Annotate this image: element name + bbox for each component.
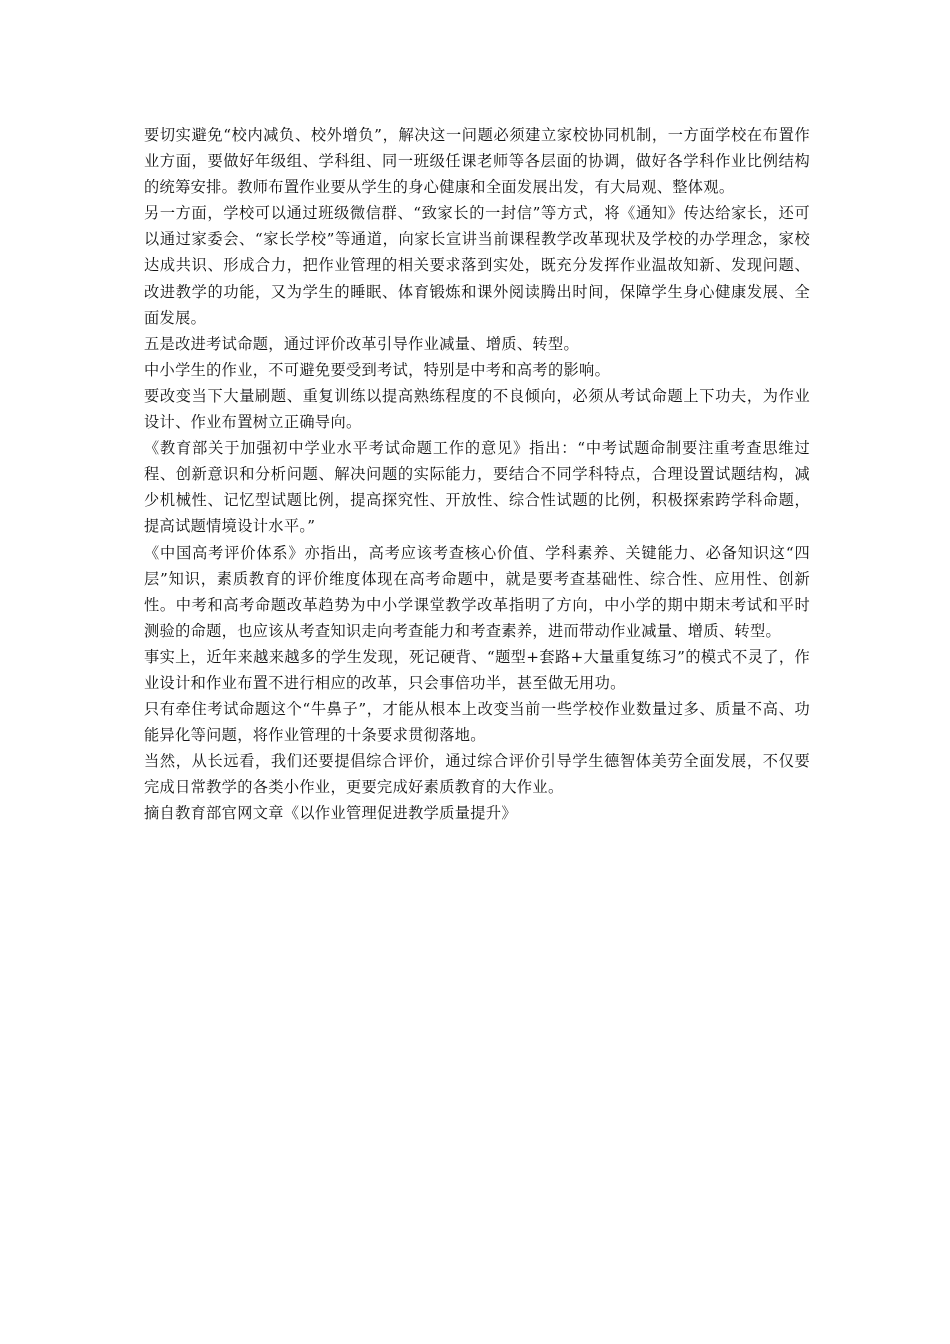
paragraph-9: 只有牵住考试命题这个“牛鼻子”，才能从根本上改变当前一些学校作业数量过多、质量不高、功能异化等问题，将作业管理的十条要求贯彻落地。 xyxy=(144,700,810,745)
paragraph-7: 《中国高考评价体系》亦指出，高考应该考查核心价值、学科素养、关键能力、必备知识这“四层”知识，素质教育的评价维度体现在高考命题中，就是要考查基础性、综合性、应用性、创新性。中考和高考命题改革趋势为中小学课堂教学改革指明了方向，中小学的期中期末考试和平时测验的命题，也应该从考查知识走向考查能力和考查素养，进而带动作业减量、增质、转型。 xyxy=(144,543,810,640)
paragraph-3: 五是改进考试命题，通过评价改革引导作业减量、增质、转型。 xyxy=(144,334,580,353)
paragraph-2: 另一方面，学校可以通过班级微信群、“致家长的一封信”等方式，将《通知》传达给家长，还可以通过家委会、“家长学校”等通道，向家长宣讲当前课程教学改革现状及学校的办学理念，家校达成共识、形成合力，把作业管理的相关要求落到实处，既充分发挥作业温故知新、发现问题、改进教学的功能，又为学生的睡眠、体育锻炼和课外阅读腾出时间，保障学生身心健康发展、全面发展。 xyxy=(144,204,810,327)
paragraph-6: 《教育部关于加强初中学业水平考试命题工作的意见》指出：“中考试题命制要注重考查思维过程、创新意识和分析问题、解决问题的实际能力，要结合不同学科特点，合理设置试题结构，减少机械性、记忆型试题比例，提高探究性、开放性、综合性试题的比例，积极探索跨学科命题，提高试题情境设计水平。” xyxy=(144,439,810,536)
paragraph-1: 要切实避免“校内减负、校外增负”，解决这一问题必须建立家校协同机制，一方面学校在布置作业方面，要做好年级组、学科组、同一班级任课老师等各层面的协调，做好各学科作业比例结构的统筹安排。教师布置作业要从学生的身心健康和全面发展出发，有大局观、整体观。 xyxy=(144,126,810,197)
paragraph-8: 事实上，近年来越来越多的学生发现，死记硬背、“题型+套路+大量重复练习”的模式不灵了，作业设计和作业布置不进行相应的改革，只会事倍功半，甚至做无用功。 xyxy=(144,647,810,692)
source-attribution: 摘自教育部官网文章《以作业管理促进教学质量提升》 xyxy=(144,804,517,823)
document-body xyxy=(144,122,810,827)
paragraph-4: 中小学生的作业，不可避免要受到考试，特别是中考和高考的影响。 xyxy=(144,360,611,379)
paragraph-5: 要改变当下大量刷题、重复训练以提高熟练程度的不良倾向，必须从考试命题上下功夫，为作业设计、作业布置树立正确导向。 xyxy=(144,386,810,432)
paragraph-10: 当然，从长远看，我们还要提倡综合评价，通过综合评价引导学生德智体美劳全面发展，不仅要完成日常教学的各类小作业，更要完成好素质教育的大作业。 xyxy=(144,752,810,797)
